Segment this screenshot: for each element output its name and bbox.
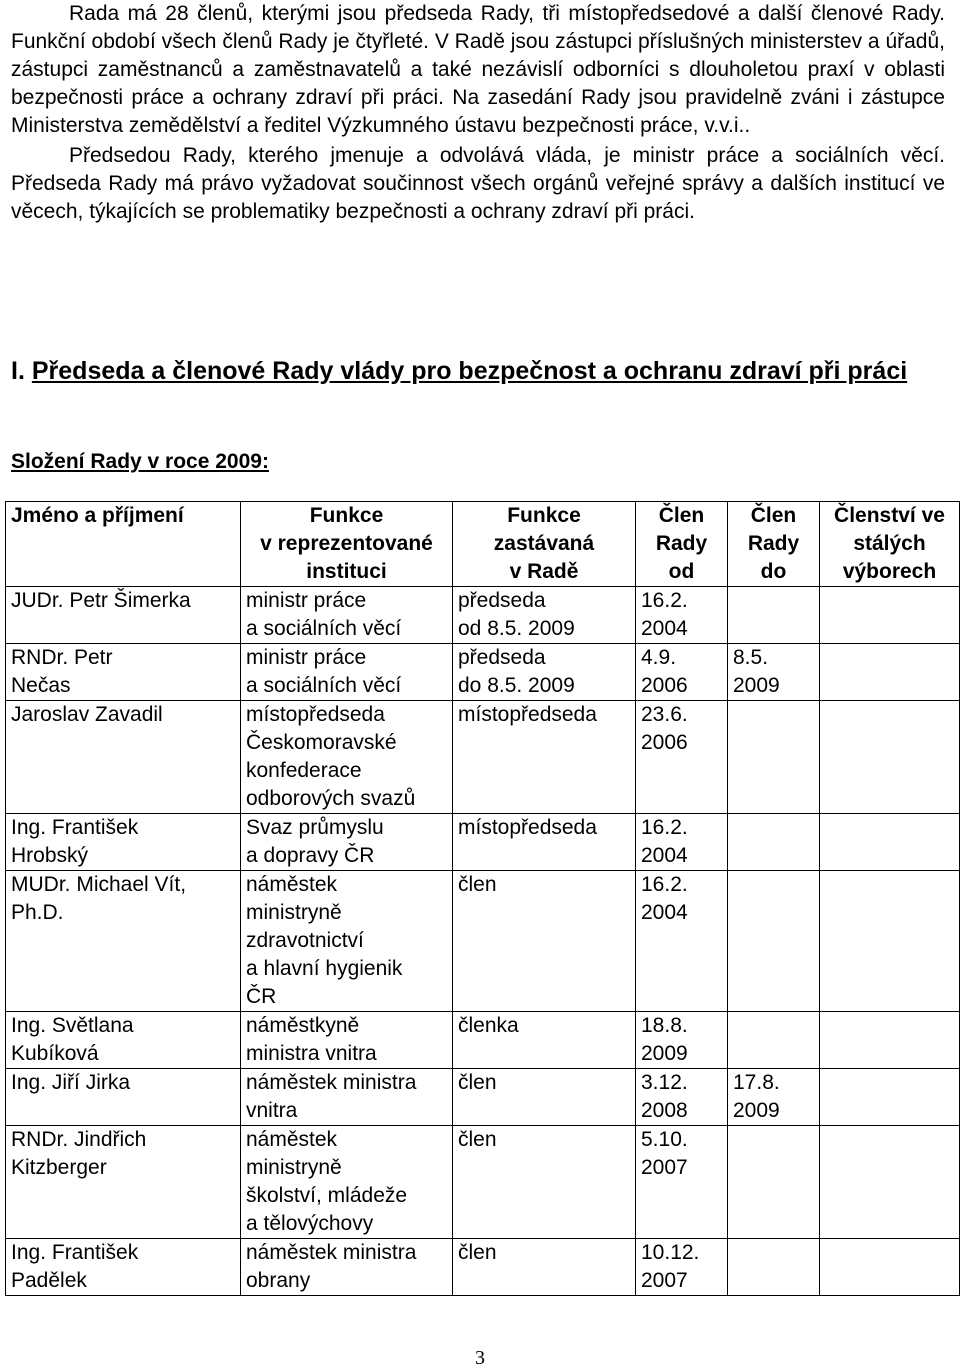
- table-header-row: [6, 502, 960, 587]
- header-function-council: Funkce zastávaná v Radě: [453, 502, 636, 587]
- table-row: [6, 1069, 960, 1126]
- cell-name: RNDr. Jindřich Kitzberger: [6, 1126, 241, 1239]
- cell-institution: náměstek ministra obrany: [241, 1239, 453, 1296]
- cell-to: [728, 1239, 820, 1296]
- cell-institution: ministr práce a sociálních věcí: [241, 644, 453, 701]
- cell-from: 10.12. 2007: [636, 1239, 728, 1296]
- header-member-from: Člen Rady od: [636, 502, 728, 587]
- table-row: [6, 1239, 960, 1296]
- cell-from: 16.2. 2004: [636, 587, 728, 644]
- header-member-to: Člen Rady do: [728, 502, 820, 587]
- cell-committees: [820, 814, 960, 871]
- cell-council: člen: [453, 1069, 636, 1126]
- table-row: [6, 1126, 960, 1239]
- cell-institution: náměstek ministra vnitra: [241, 1069, 453, 1126]
- section-number: I.: [11, 357, 25, 385]
- cell-institution: ministr práce a sociálních věcí: [241, 587, 453, 644]
- cell-to: 17.8. 2009: [728, 1069, 820, 1126]
- cell-name: Ing. František Hrobský: [6, 814, 241, 871]
- chairman-paragraph: Předsedou Rady, kterého jmenuje a odvolává vláda, je ministr práce a sociálních věcí. Předseda Rady má právo vyžadovat součinnost všech orgánů veřejné správy a dalších institucí ve věcech, týkajících se problematiky bezpečnosti a ochrany zdraví při práci.: [11, 144, 945, 223]
- document-body: [11, 0, 945, 226]
- section-heading: [11, 356, 945, 387]
- cell-name: MUDr. Michael Vít, Ph.D.: [6, 871, 241, 1012]
- cell-institution: místopředseda Českomoravské konfederace odborových svazů: [241, 701, 453, 814]
- cell-council: místopředseda: [453, 814, 636, 871]
- cell-institution: Svaz průmyslu a dopravy ČR: [241, 814, 453, 871]
- cell-council: předseda od 8.5. 2009: [453, 587, 636, 644]
- cell-to: [728, 587, 820, 644]
- cell-from: 16.2. 2004: [636, 871, 728, 1012]
- cell-council: člen: [453, 1239, 636, 1296]
- cell-from: 16.2. 2004: [636, 814, 728, 871]
- cell-from: 5.10. 2007: [636, 1126, 728, 1239]
- cell-to: [728, 1012, 820, 1069]
- cell-committees: [820, 587, 960, 644]
- cell-name: RNDr. Petr Nečas: [6, 644, 241, 701]
- cell-council: předseda do 8.5. 2009: [453, 644, 636, 701]
- table-row: [6, 701, 960, 814]
- cell-to: [728, 701, 820, 814]
- cell-from: 23.6. 2006: [636, 701, 728, 814]
- cell-to: [728, 1126, 820, 1239]
- header-committees: Členství ve stálých výborech: [820, 502, 960, 587]
- table-row: [6, 814, 960, 871]
- page-number: 3: [475, 1347, 485, 1369]
- cell-name: JUDr. Petr Šimerka: [6, 587, 241, 644]
- cell-council: místopředseda: [453, 701, 636, 814]
- composition-subheading: Složení Rady v roce 2009:: [11, 450, 269, 473]
- cell-council: člen: [453, 871, 636, 1012]
- table-row: [6, 871, 960, 1012]
- cell-committees: [820, 871, 960, 1012]
- cell-committees: [820, 1126, 960, 1239]
- cell-from: 18.8. 2009: [636, 1012, 728, 1069]
- cell-name: Ing. František Padělek: [6, 1239, 241, 1296]
- cell-council: člen: [453, 1126, 636, 1239]
- cell-from: 4.9. 2006: [636, 644, 728, 701]
- cell-institution: náměstkyně ministra vnitra: [241, 1012, 453, 1069]
- cell-committees: [820, 1012, 960, 1069]
- cell-to: [728, 814, 820, 871]
- cell-council: členka: [453, 1012, 636, 1069]
- cell-to: 8.5. 2009: [728, 644, 820, 701]
- table-row: [6, 644, 960, 701]
- cell-committees: [820, 1239, 960, 1296]
- cell-name: Ing. Světlana Kubíková: [6, 1012, 241, 1069]
- cell-name: Ing. Jiří Jirka: [6, 1069, 241, 1126]
- cell-to: [728, 871, 820, 1012]
- cell-committees: [820, 701, 960, 814]
- council-members-table: [5, 501, 960, 1296]
- intro-paragraph: Rada má 28 členů, kterými jsou předseda Rady, tři místopředsedové a další členové Rady. Funkční období všech členů Rady je čtyřleté. V Radě jsou zástupci příslušných ministerstev a úřadů, zástupci zaměstnanců a zaměstnavatelů a také nezávislí odborníci s dlouholetou praxí v oblasti bezpečnosti práce a ochrany zdraví při práci. Na zasedání Rady jsou pravidelně zváni i zástupce Ministerstva zemědělství a ředitel Výzkumného ústavu bezpečnosti práce, v.v.i..: [11, 2, 945, 137]
- cell-committees: [820, 644, 960, 701]
- cell-committees: [820, 1069, 960, 1126]
- cell-institution: náměstek ministryně školství, mládeže a tělovýchovy: [241, 1126, 453, 1239]
- section-title: Předseda a členové Rady vlády pro bezpečnost a ochranu zdraví při práci: [31, 357, 908, 385]
- cell-name: Jaroslav Zavadil: [6, 701, 241, 814]
- cell-from: 3.12. 2008: [636, 1069, 728, 1126]
- table-row: [6, 587, 960, 644]
- header-name: Jméno a příjmení: [6, 502, 241, 587]
- cell-institution: náměstek ministryně zdravotnictví a hlavní hygienik ČR: [241, 871, 453, 1012]
- table-row: [6, 1012, 960, 1069]
- header-function-institution: Funkce v reprezentované instituci: [241, 502, 453, 587]
